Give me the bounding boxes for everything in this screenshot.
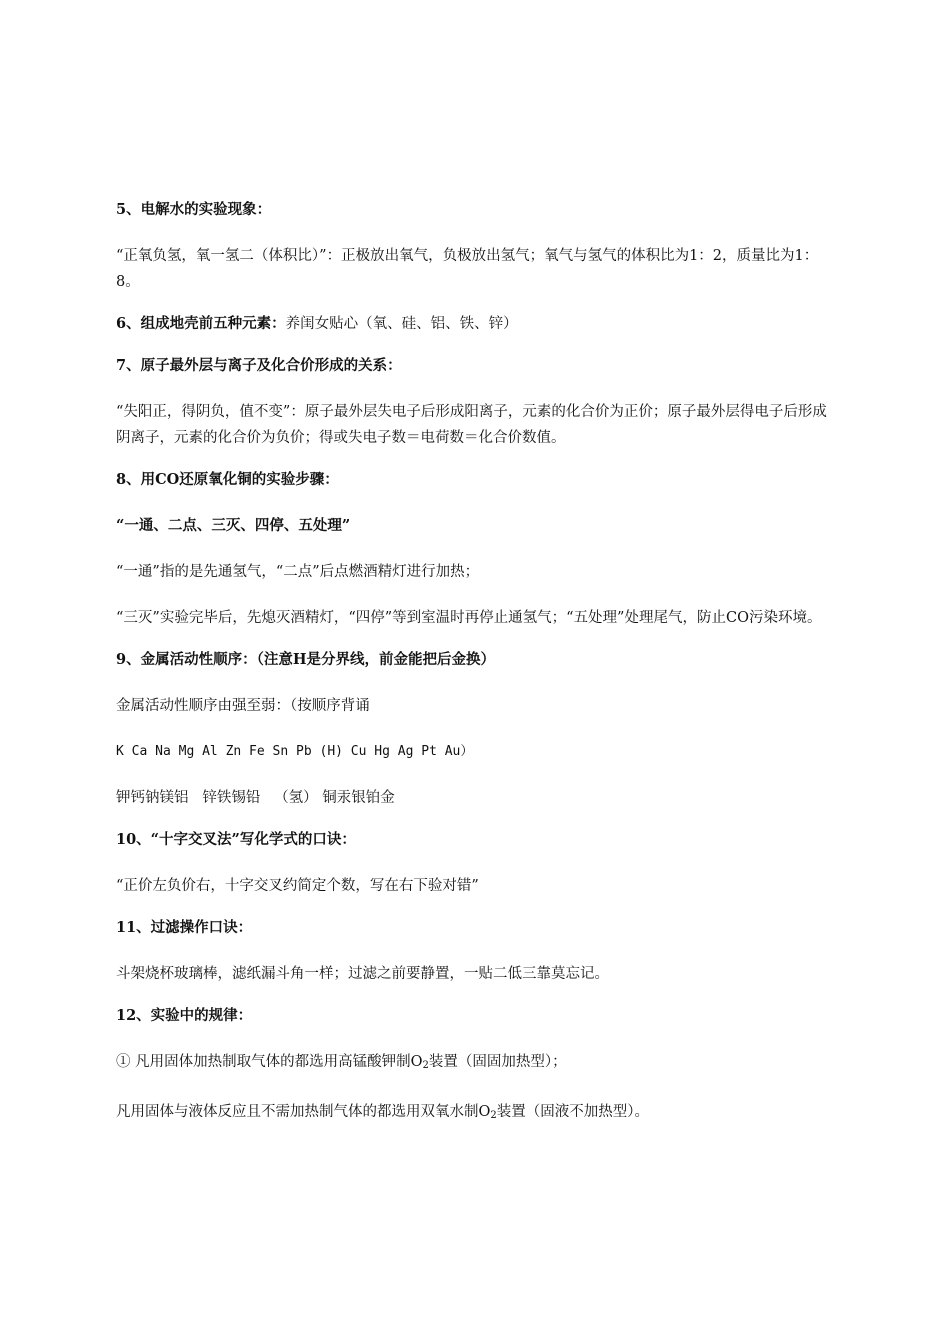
rule-1-text: ① 凡用固体加热制取气体的都选用高锰酸钾制O — [116, 1054, 423, 1070]
section-8-mnemonic: “一通、二点、三灭、四停、五处理” — [116, 517, 351, 534]
section-7-body: “失阳正，得阴负，值不变”：原子最外层失电子后形成阳离子，元素的化合价为正价；原子最外层得电子后形成阴离子，元素的化合价为负价；得或失电子数＝电荷数＝化合价数值。 — [116, 404, 827, 446]
section-9-names: 钾钙钠镁铝 锌铁锡铅 （氢） 铜汞银铂金 — [116, 790, 395, 806]
rule-2-text-end: 装置（固液不加热型）。 — [496, 1104, 650, 1120]
section-12-rule-1 — [116, 1049, 838, 1079]
rule-1-text-end: 装置（固固加热型）； — [428, 1054, 567, 1070]
section-8-title: 8、用CO还原氧化铜的实验步骤： — [116, 471, 339, 488]
section-11-title: 11、过滤操作口诀： — [116, 919, 253, 936]
section-5-body: “正氧负氢，氧一氢二（体积比）”：正极放出氧气，负极放出氢气；氧气与氢气的体积比为1：2，质量比为1：8。 — [116, 248, 819, 290]
section-12-rule-2 — [116, 1099, 838, 1129]
section-6-body: 养闺女贴心（氧、硅、铝、铁、锌） — [285, 316, 518, 332]
section-8-line-1: “一通”指的是先通氢气，“二点”后点燃酒精灯进行加热； — [116, 564, 480, 580]
section-7-title: 7、原子最外层与离子及化合价形成的关系： — [116, 357, 402, 374]
section-8-line-2: “三灭”实验完毕后，先熄灭酒精灯，“四停”等到室温时再停止通氢气；“五处理”处理尾气，防止CO污染环境。 — [116, 610, 822, 626]
rule-1-subscript: 2 — [422, 1060, 429, 1071]
rule-2-text: 凡用固体与液体反应且不需加热制气体的都选用双氧水制O — [116, 1104, 491, 1120]
section-5-title: 5、电解水的实验现象： — [116, 201, 272, 218]
section-12-title: 12、实验中的规律： — [116, 1007, 253, 1024]
section-6-title: 6、组成地壳前五种元素： — [116, 315, 286, 332]
rule-2-subscript: 2 — [490, 1110, 497, 1121]
document-page — [116, 197, 838, 1129]
section-9-symbols: K Ca Na Mg Al Zn Fe Sn Pb (H) Cu Hg Ag Pt Au） — [116, 744, 474, 759]
section-9-line-1: 金属活动性顺序由强至弱：（按顺序背诵 — [116, 698, 370, 714]
section-10-title: 10、“十字交叉法”写化学式的口诀： — [116, 831, 356, 848]
section-10-body: “正价左负价右，十字交叉约简定个数，写在右下验对错” — [116, 878, 479, 894]
section-11-body: 斗架烧杯玻璃棒，滤纸漏斗角一样；过滤之前要静置，一贴二低三靠莫忘记。 — [116, 966, 609, 982]
section-6-title-line — [116, 311, 838, 337]
section-9-title: 9、金属活动性顺序：（注意H是分界线，前金能把后金换） — [116, 651, 496, 668]
